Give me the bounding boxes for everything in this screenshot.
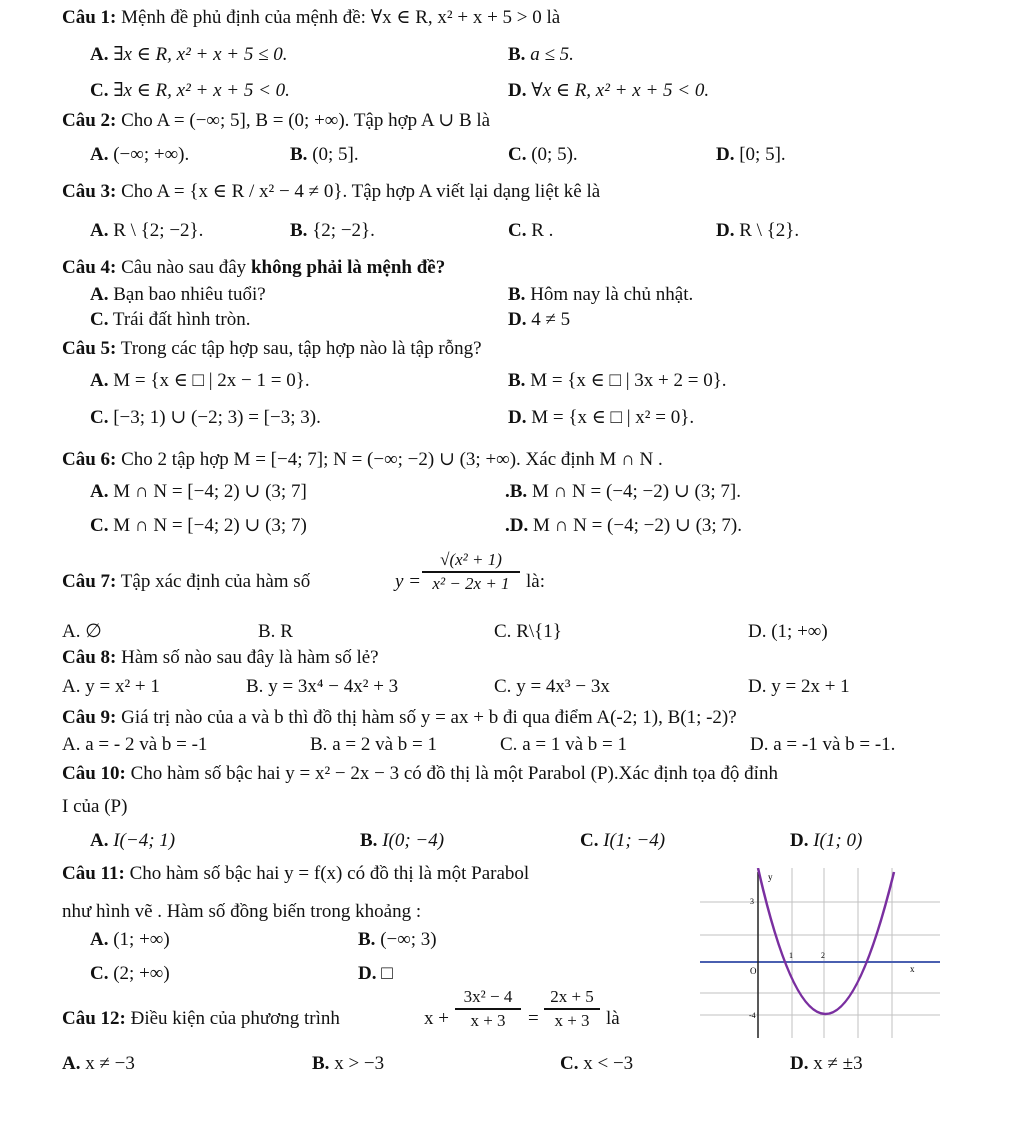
q7-option-b: B. R — [258, 621, 293, 642]
q4-option-c: C. Trái đất hình tròn. — [90, 309, 251, 330]
q7-fraction — [422, 550, 520, 594]
q1-option-a: A. ∃x ∈ R, x² + x + 5 ≤ 0. — [90, 44, 288, 65]
q8-stem: Câu 8: Hàm số nào sau đây là hàm số lẻ? — [62, 647, 379, 668]
q7-stem: Câu 7: Tập xác định của hàm số — [62, 571, 311, 592]
q8-option-c: C. y = 4x³ − 3x — [494, 676, 610, 697]
x-tick-2: 2 — [821, 951, 825, 960]
q2-option-b: B. (0; 5]. — [290, 144, 359, 165]
q2-option-c: C. (0; 5). — [508, 144, 578, 165]
q12-tail: là — [606, 1008, 620, 1029]
q7-option-a: A. ∅ — [62, 621, 102, 642]
q7-denominator: x² − 2x + 1 — [432, 573, 510, 593]
q10-option-a: A. I(−4; 1) — [90, 830, 176, 851]
q12-option-a: A. x ≠ −3 — [62, 1053, 135, 1074]
y-tick-3: 3 — [750, 897, 754, 906]
q11-option-b: B. (−∞; 3) — [358, 929, 437, 950]
q12-option-d: D. x ≠ ±3 — [790, 1053, 863, 1074]
q12-right-denominator: x + 3 — [554, 1010, 590, 1030]
q5-option-a: A. M = {x ∈ □ | 2x − 1 = 0}. — [90, 370, 310, 391]
q10-stem: Câu 10: Cho hàm số bậc hai y = x² − 2x − 3 có đồ thị là một Parabol (P).Xác định tọa độ đỉnh — [62, 763, 778, 784]
q4-option-a: A. Bạn bao nhiêu tuổi? — [90, 284, 266, 305]
q6-option-a: A. M ∩ N = [−4; 2) ∪ (3; 7] — [90, 481, 307, 502]
q7-numerator: √(x² + 1) — [440, 550, 502, 569]
q5-stem: Câu 5: Trong các tập hợp sau, tập hợp nào là tập rỗng? — [62, 338, 482, 359]
y-axis-label: y — [768, 872, 773, 882]
q12-equals: = — [528, 1008, 539, 1029]
q11-option-a: A. (1; +∞) — [90, 929, 170, 950]
q2-stem: Câu 2: Cho A = (−∞; 5], B = (0; +∞). Tập hợp A ∪ B là — [62, 110, 491, 131]
q9-stem: Câu 9: Giá trị nào của a và b thì đồ thị hàm số y = ax + b đi qua điểm A(-2; 1), B(1; -2)? — [62, 707, 737, 728]
q3-option-a: A. R \ {2; −2}. — [90, 220, 204, 241]
q12-x-plus: x + — [424, 1008, 449, 1029]
q9-option-c: C. a = 1 và b = 1 — [500, 734, 627, 755]
q7-tail: là: — [526, 571, 545, 592]
q11-option-c: C. (2; +∞) — [90, 963, 170, 984]
q12-left-denominator: x + 3 — [470, 1010, 506, 1030]
q7-option-d: D. (1; +∞) — [748, 621, 828, 642]
q12-right-numerator: 2x + 5 — [550, 987, 594, 1006]
q8-option-d: D. y = 2x + 1 — [748, 676, 850, 697]
q1-option-c: C. ∃x ∈ R, x² + x + 5 < 0. — [90, 80, 290, 101]
q10-option-c: C. I(1; −4) — [580, 830, 666, 851]
q12-option-c: C. x < −3 — [560, 1053, 634, 1074]
q9-option-d: D. a = -1 và b = -1. — [750, 734, 896, 755]
q11-stem-line2: như hình vẽ . Hàm số đồng biến trong khoảng : — [62, 901, 422, 922]
q6-option-d: .D. M ∩ N = (−4; −2) ∪ (3; 7). — [505, 515, 743, 536]
origin-label: O — [750, 966, 757, 976]
q1-option-d: D. ∀x ∈ R, x² + x + 5 < 0. — [508, 80, 710, 101]
q1-option-b: B. a ≤ 5. — [508, 44, 574, 65]
q6-option-b: .B. M ∩ N = (−4; −2) ∪ (3; 7]. — [505, 481, 741, 502]
q8-option-b: B. y = 3x⁴ − 4x² + 3 — [246, 676, 399, 697]
q12-left-numerator: 3x² − 4 — [463, 987, 513, 1006]
q12-fraction-right — [544, 987, 600, 1031]
q5-option-b: B. M = {x ∈ □ | 3x + 2 = 0}. — [508, 370, 727, 391]
parabola-graph — [700, 868, 940, 1038]
y-tick-neg4: -4 — [749, 1011, 756, 1020]
q4-option-d: D. 4 ≠ 5 — [508, 309, 571, 330]
q5-option-d: D. M = {x ∈ □ | x² = 0}. — [508, 407, 695, 428]
q11-stem: Câu 11: Cho hàm số bậc hai y = f(x) có đồ thị là một Parabol — [62, 863, 530, 884]
x-axis-label: x — [910, 964, 915, 974]
q6-stem: Câu 6: Cho 2 tập hợp M = [−4; 7]; N = (−∞; −2) ∪ (3; +∞). Xác định M ∩ N . — [62, 449, 663, 470]
q10-option-b: B. I(0; −4) — [360, 830, 445, 851]
q3-option-b: B. {2; −2}. — [290, 220, 375, 241]
q4-stem: Câu 4: Câu nào sau đây không phải là mệnh đề? — [62, 257, 446, 278]
q7-option-c: C. R\{1} — [494, 621, 562, 642]
q9-option-a: A. a = - 2 và b = -1 — [62, 734, 208, 755]
q10-stem-line2: I của (P) — [62, 796, 128, 817]
q12-option-b: B. x > −3 — [312, 1053, 385, 1074]
q10-option-d: D. I(1; 0) — [790, 830, 863, 851]
q9-option-b: B. a = 2 và b = 1 — [310, 734, 437, 755]
q5-option-c: C. [−3; 1) ∪ (−2; 3) = [−3; 3). — [90, 407, 321, 428]
q3-option-c: C. R . — [508, 220, 554, 241]
q1-stem: Câu 1: Mệnh đề phủ định của mệnh đề: ∀x ∈ R, x² + x + 5 > 0 là — [62, 7, 561, 28]
q2-option-a: A. (−∞; +∞). — [90, 144, 190, 165]
q7-function-lhs: y = — [395, 571, 422, 592]
q12-stem: Câu 12: Điều kiện của phương trình — [62, 1008, 340, 1029]
q2-option-d: D. [0; 5]. — [716, 144, 786, 165]
q11-option-d: D. □ — [358, 963, 393, 984]
q12-fraction-left — [455, 987, 521, 1031]
q6-option-c: C. M ∩ N = [−4; 2) ∪ (3; 7) — [90, 515, 307, 536]
x-tick-1: 1 — [789, 951, 793, 960]
q3-option-d: D. R \ {2}. — [716, 220, 800, 241]
q3-stem: Câu 3: Cho A = {x ∈ R / x² − 4 ≠ 0}. Tập hợp A viết lại dạng liệt kê là — [62, 181, 601, 202]
q8-option-a: A. y = x² + 1 — [62, 676, 160, 697]
parabola-curve — [758, 868, 894, 1014]
q4-option-b: B. Hôm nay là chủ nhật. — [508, 284, 694, 305]
